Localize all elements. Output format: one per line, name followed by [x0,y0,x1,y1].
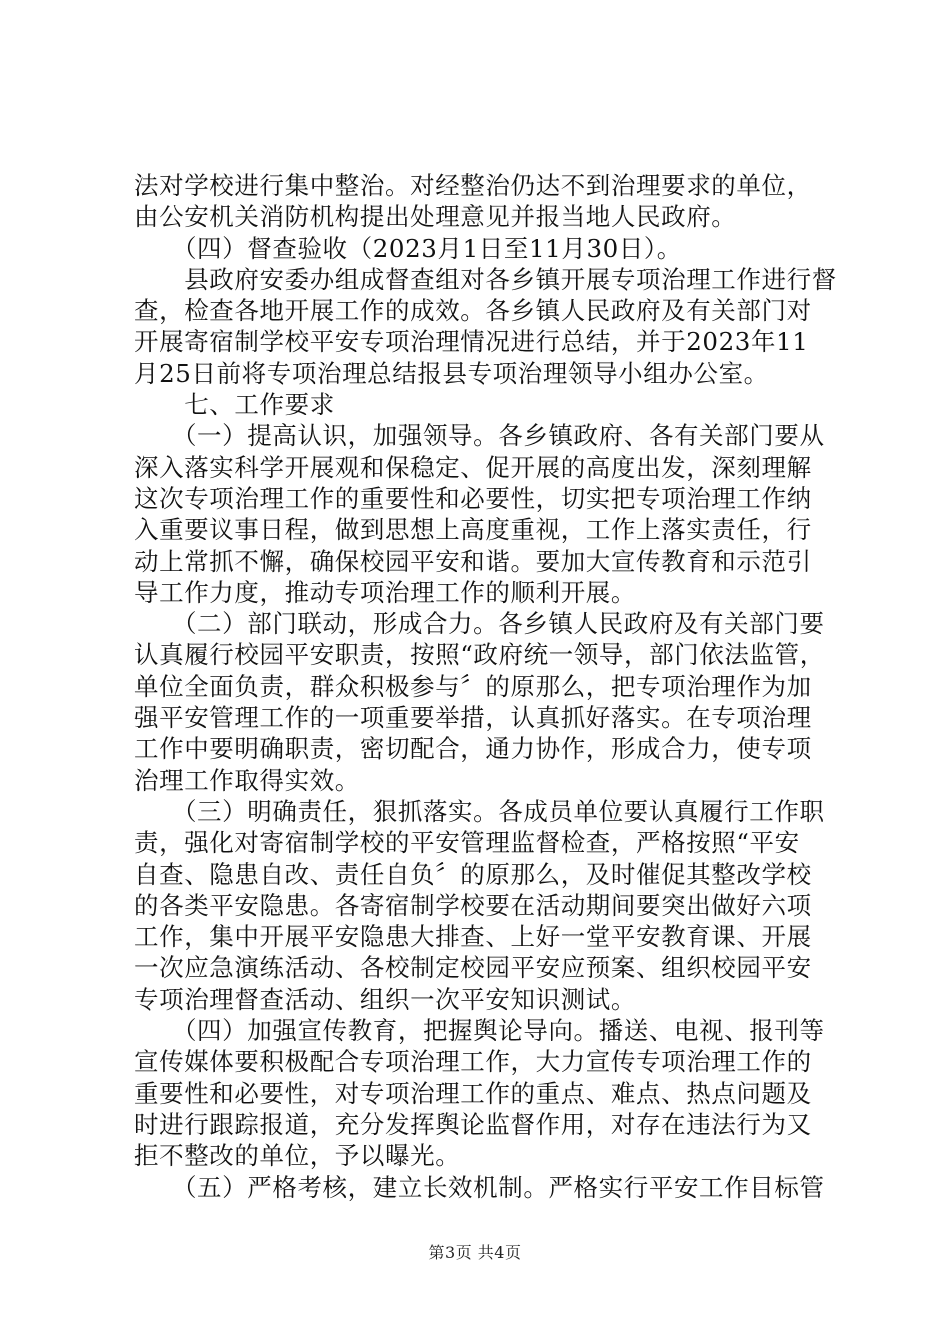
text-line: 工作，集中开展平安隐患大排查、上好一堂平安教育课、开展 [134,922,812,952]
section-heading: （四）督查验收（2023月1日至11月30日）。 [134,233,682,263]
text-line: 责，强化对寄宿制学校的平安管理监督检查，严格按照“平安 [134,828,800,858]
text-line: 认真履行校园平安职责，按照“政府统一领导，部门依法监管， [134,640,825,670]
text-line: 查，检查各地开展工作的成效。各乡镇人民政府及有关部门对 [134,296,812,326]
text-line: 导工作力度，推动专项治理工作的顺利开展。 [134,577,636,607]
text-line: 专项治理督查活动、组织一次平安知识测试。 [134,984,636,1014]
text-line: 动上常抓不懈，确保校园平安和谐。要加大宣传教育和示范引 [134,546,812,576]
text-line: 的各类平安隐患。各寄宿制学校要在活动期间要突出做好六项 [134,890,812,920]
text-line: 自查、隐患自改、责任自负〞的原那么，及时催促其整改学校 [134,859,812,889]
text-line: 由公安机关消防机构提出处理意见并报当地人民政府。 [134,202,737,232]
page-number-label: 第3页 共4页 [428,1243,522,1262]
section-heading: 七、工作要求 [134,390,335,420]
text-line: （二）部门联动，形成合力。各乡镇人民政府及有关部门要 [134,609,825,639]
text-line: 拒不整改的单位，予以曝光。 [134,1141,461,1171]
text-line: （一）提高认识，加强领导。各乡镇政府、各有关部门要从 [134,421,825,451]
text-line: 入重要议事日程，做到思想上高度重视，工作上落实责任，行 [134,515,812,545]
text-line: 开展寄宿制学校平安专项治理情况进行总结，并于2023年11 [134,327,809,357]
text-line: 月25日前将专项治理总结报县专项治理领导小组办公室。 [134,358,769,388]
text-line: 法对学校进行集中整治。对经整治仍达不到治理要求的单位， [134,171,812,200]
text-line: （四）加强宣传教育，把握舆论导向。播送、电视、报刊等 [134,1016,825,1046]
text-line: 县政府安委办组成督查组对各乡镇开展专项治理工作进行督 [134,264,837,294]
text-line: 工作中要明确职责，密切配合，通力协作，形成合力，使专项 [134,734,812,764]
text-line: 深入落实科学开展观和保稳定、促开展的高度出发，深刻理解 [134,452,812,482]
page-footer [0,1240,950,1263]
text-line: 重要性和必要性，对专项治理工作的重点、难点、热点问题及 [134,1078,812,1108]
text-line: 强平安管理工作的一项重要举措，认真抓好落实。在专项治理 [134,703,812,733]
text-line: 这次专项治理工作的重要性和必要性，切实把专项治理工作纳 [134,483,812,513]
text-line: 宣传媒体要积极配合专项治理工作，大力宣传专项治理工作的 [134,1047,812,1077]
text-line: 时进行跟踪报道，充分发挥舆论监督作用，对存在违法行为又 [134,1109,812,1139]
text-line: （五）严格考核，建立长效机制。严格实行平安工作目标管 [134,1172,825,1202]
text-line: （三）明确责任，狠抓落实。各成员单位要认真履行工作职 [134,796,825,826]
text-line: 单位全面负责，群众积极参与〞的原那么，把专项治理作为加 [134,671,812,701]
text-line: 一次应急演练活动、各校制定校园平安应预案、组织校园平安 [134,953,812,983]
text-line: 治理工作取得实效。 [134,765,360,795]
document-body [134,170,837,1203]
